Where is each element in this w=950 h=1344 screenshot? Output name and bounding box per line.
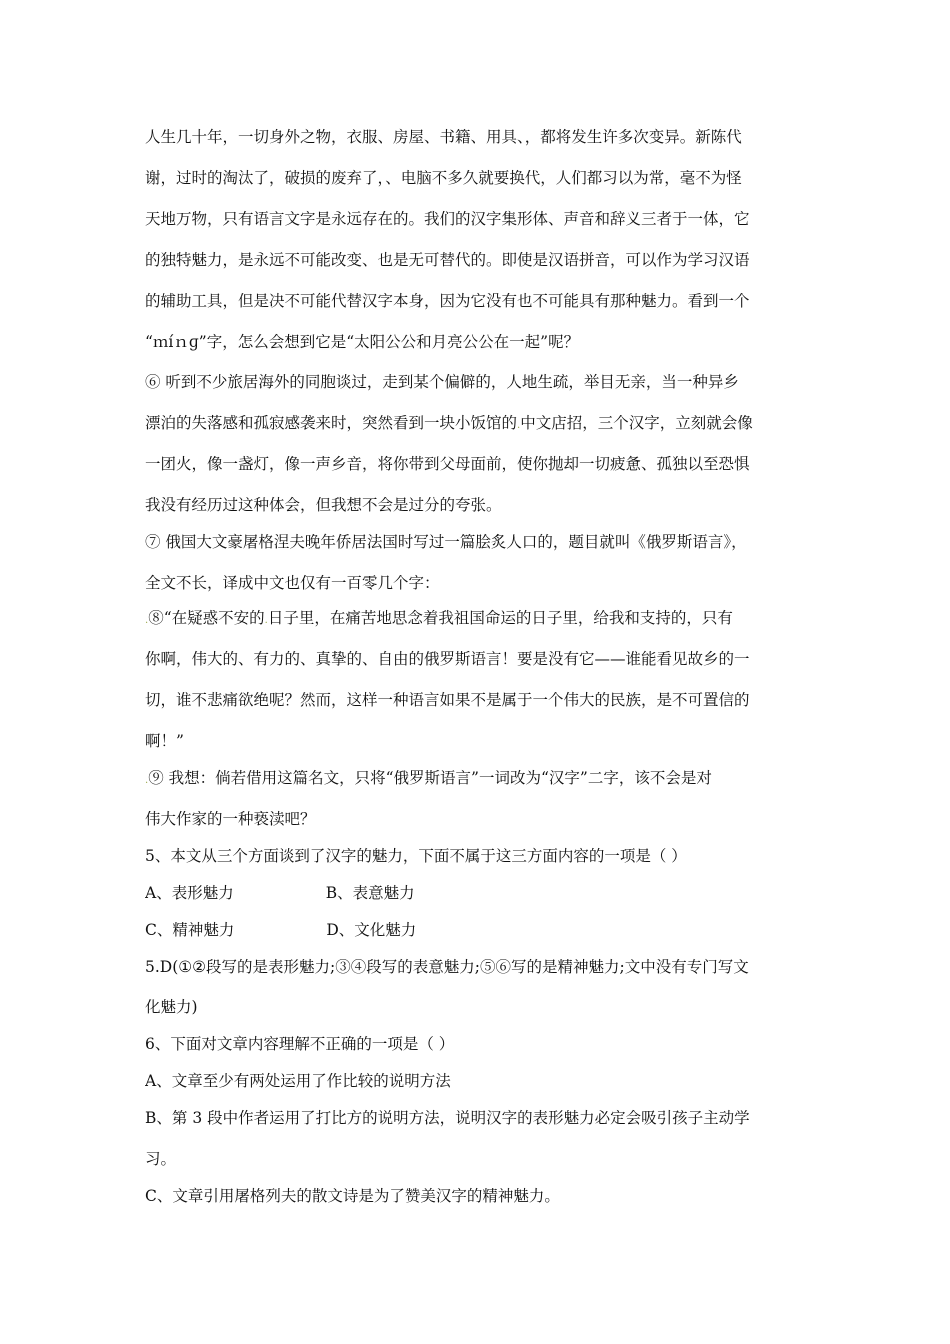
option-c: C、文章引用屠格列夫的散文诗是为了赞美汉字的精神魅力。 [145,1187,560,1205]
marker-dot: . [264,615,268,626]
text-segment: ⑧“在疑惑不安的 [148,609,265,627]
text-segment: 中文店招，三个汉字，立刻就会像 [520,414,753,432]
marker-dot: . [145,775,149,786]
text-line: 天地万物，只有语言文字是永远存在的。我们的汉字集形体、声音和辞义三者于一体，它 [145,210,750,228]
paragraph-8-line: 切，谁不悲痛欲绝呢？然而，这样一种语言如果不是属于一个伟大的民族，是不可置信的 [145,691,750,709]
text-line: 人生几十年，一切身外之物，衣服、房屋、书籍、用具、，都将发生许多次变异。新陈代 [145,128,742,146]
question-5-answer: 5.D(①②段写的是表形魅力;③④段写的表意魅力;⑤⑥写的是精神魅力;文中没有专门写文 [145,958,749,976]
text-segment: ⑨ 我想：倘若借用这篇名文，只将“俄罗斯语言”一词改为“汉字”二字，该不会是对 [148,769,712,787]
text-line: 谢，过时的淘汰了，破损的废弃了，、电脑不多久就要换代，人们都习以为常，毫不为怪 [145,169,742,187]
text-segment: 漂泊的失落感和孤寂感袭来时，突然看到一块小饭馆的 [145,414,518,432]
paragraph-8-line: 啊！” [145,732,184,750]
question-5-options-row [145,882,825,904]
paragraph-9-line [145,767,825,792]
option-b: B、表意魅力 [325,884,415,902]
text-line: “ｍíｎɡ”字，怎么会想到它是“太阳公公和月亮公公在一起”呢？ [145,333,580,351]
paragraph-7-line: ⑦ 俄国大文豪屠格涅夫晚年侨居法国时写过一篇脍炙人口的，题目就叫《俄罗斯语言》， [145,533,747,551]
question-6-stem: 6、下面对文章内容理解不正确的一项是（ ） [145,1035,455,1053]
option-b: 习。 [145,1150,177,1168]
text-segment: 日子里，在痛苦地思念着我祖国命运的日子里，给我和支持的，只有 [267,609,733,627]
option-c: C、精神魅力 [145,921,235,939]
marker-dot: . [145,615,149,626]
paragraph-6-line: 我没有经历过这种体会，但我想不会是过分的夸张。 [145,496,502,514]
option-a: A、文章至少有两处运用了作比较的说明方法 [145,1072,451,1090]
option-b: B、第 3 段中作者运用了打比方的说明方法，说明汉字的表形魅力必定会吸引孩子主动学 [145,1109,750,1127]
question-5-stem: 5、本文从三个方面谈到了汉字的魅力，下面不属于这三方面内容的一项是（ ） [145,847,687,865]
paragraph-6-line: 一团火，像一盏灯，像一声乡音，将你带到父母面前，使你抛却一切疲惫、孤独以至恐惧 [145,455,750,473]
paragraph-6-line: ⑥ 听到不少旅居海外的同胞谈过，走到某个偏僻的，人地生疏，举目无亲，当一种异乡 [145,373,739,391]
paragraph-7-line: 全文不长，译成中文也仅有一百零几个字： [145,574,440,592]
question-5-options-row [145,919,825,941]
question-5-answer: 化魅力) [145,998,198,1016]
option-a: A、表形魅力 [145,884,234,902]
paragraph-9-line: 伟大作家的一种亵渎吧？ [145,810,316,828]
text-line: 的独特魅力，是永远不可能改变、也是无可替代的。即使是汉语拼音，可以作为学习汉语 [145,251,750,269]
paragraph-8-line [145,607,825,632]
marker-dot: . [517,420,521,431]
paragraph-8-line: 你啊，伟大的、有力的、真挚的、自由的俄罗斯语言！要是没有它——谁能看见故乡的一 [145,650,750,668]
text-line: 的辅助工具，但是决不可能代替汉字本身，因为它没有也不可能具有那种魅力。看到一个 [145,292,750,310]
option-d: D、文化魅力 [326,921,417,939]
paragraph-6-line [145,412,825,437]
